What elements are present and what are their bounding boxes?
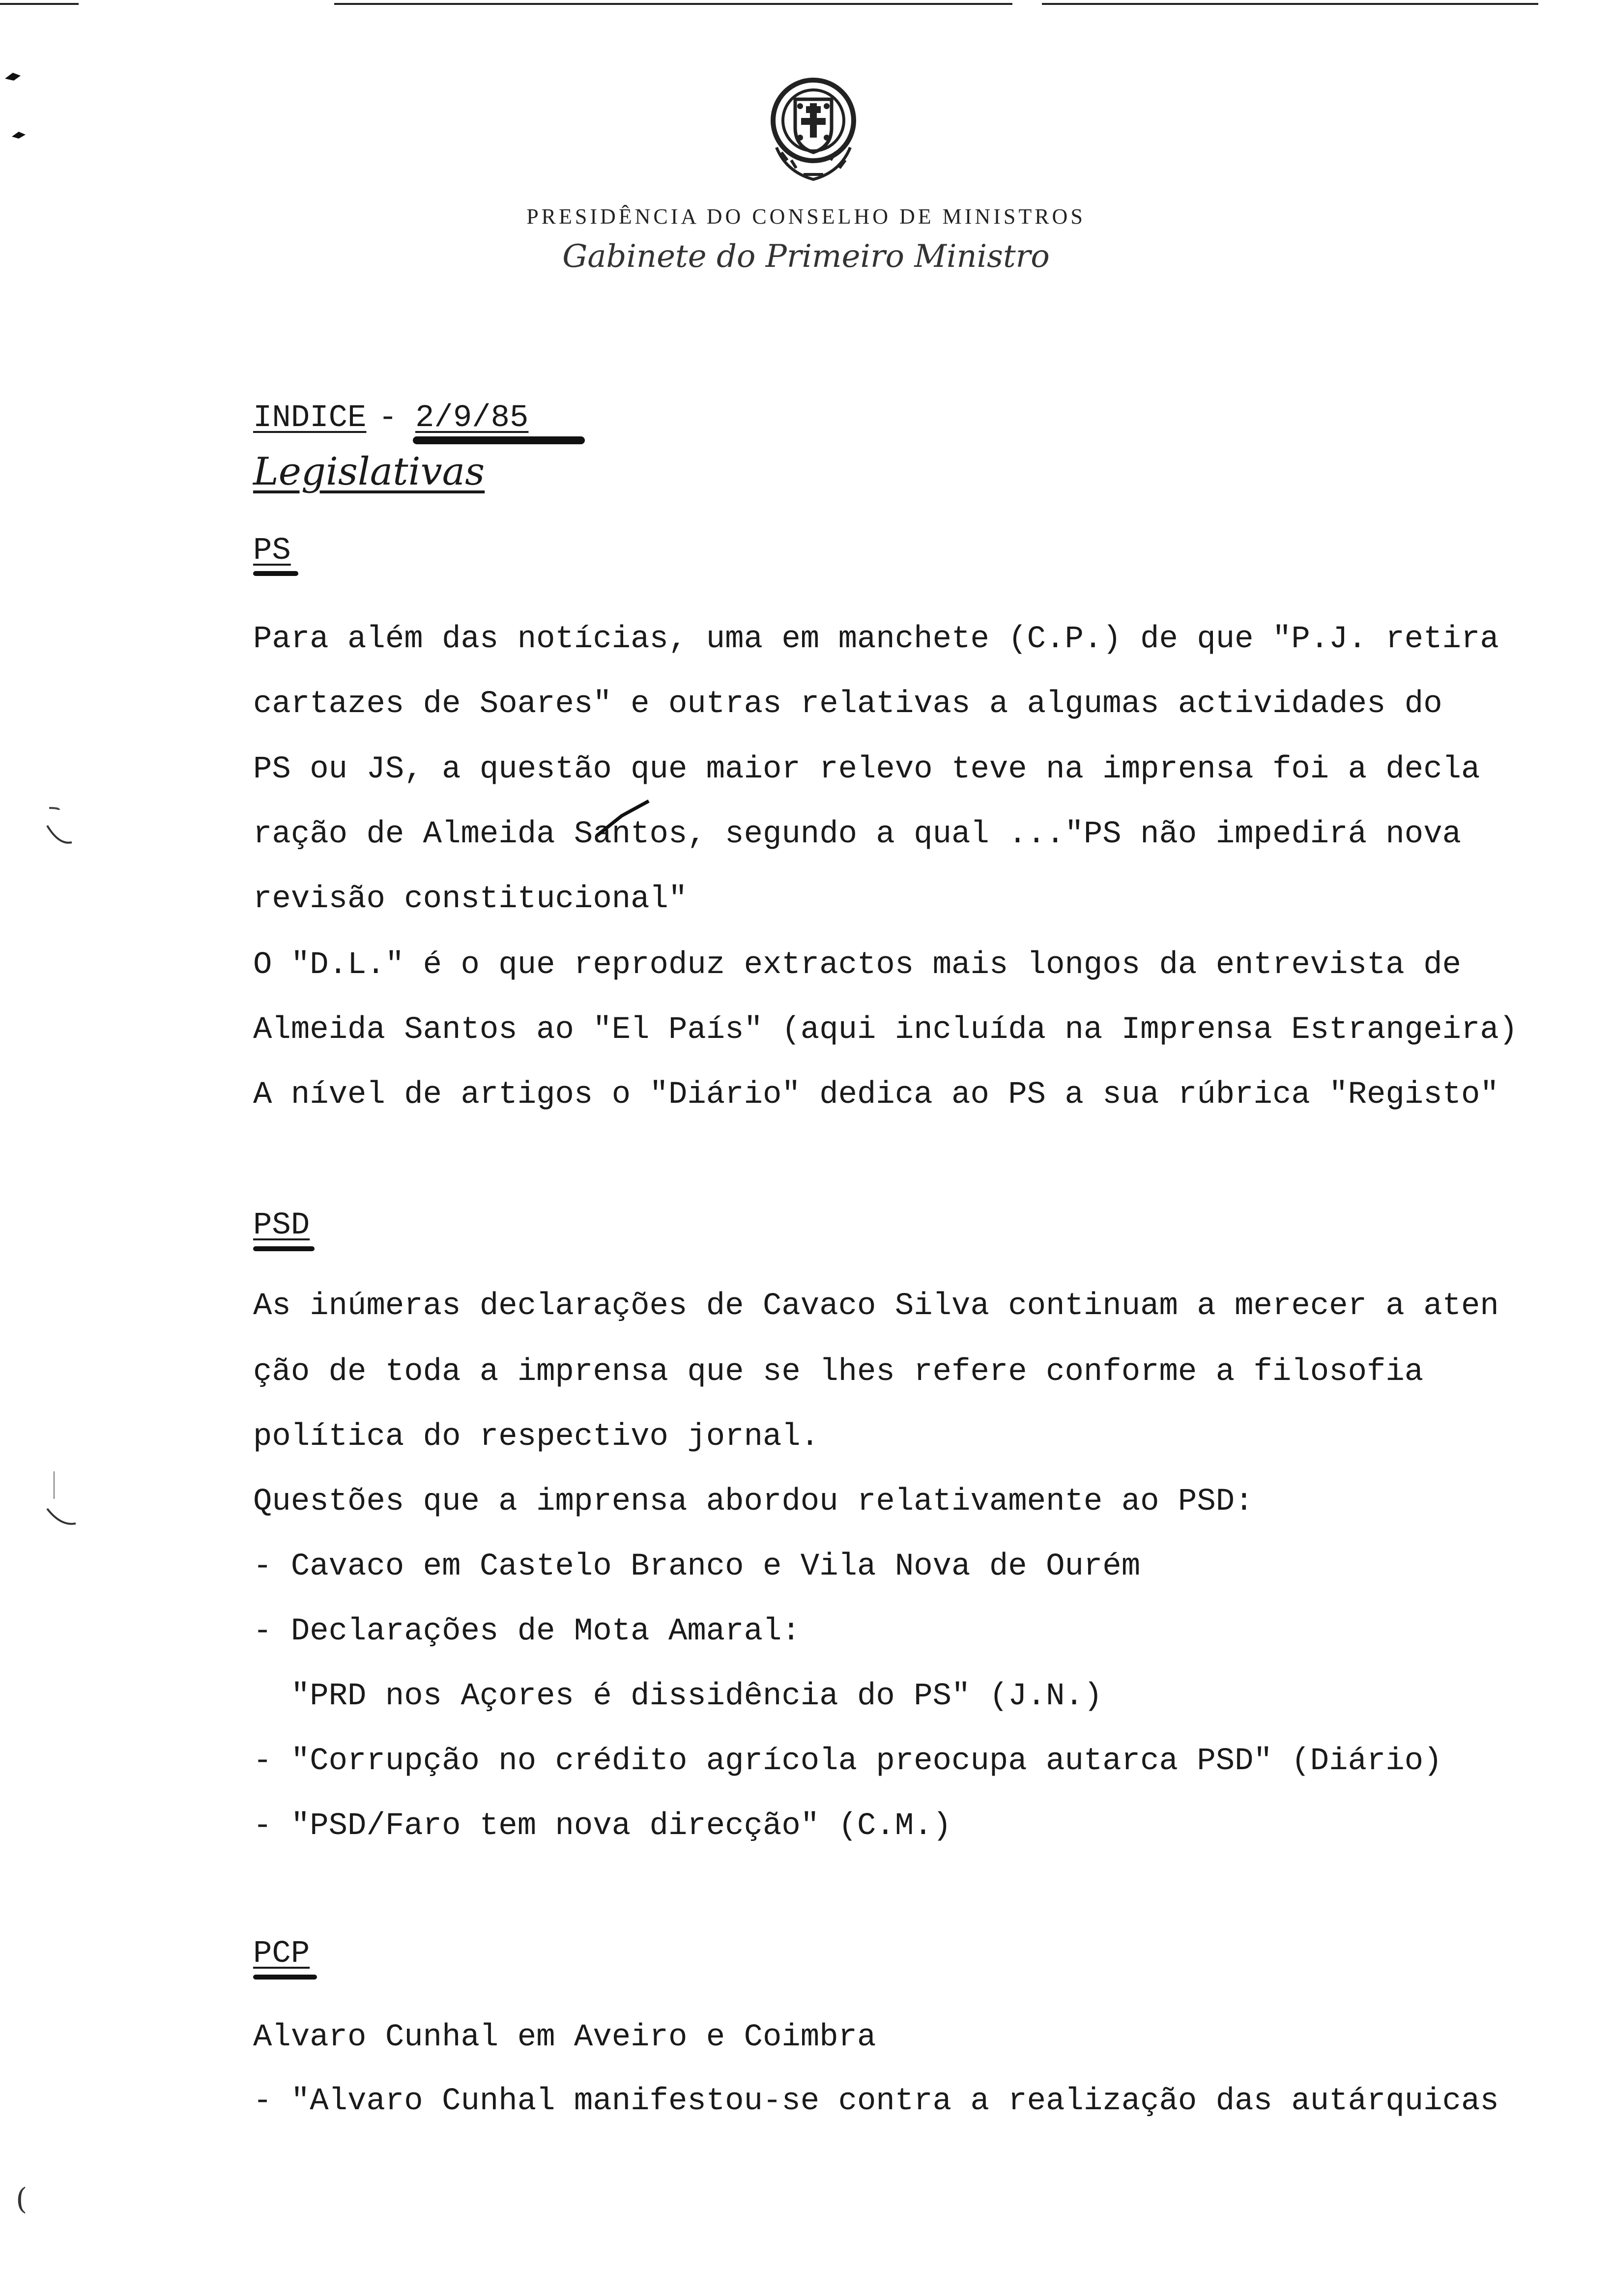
text-line: A nível de artigos o "Diário" dedica ao PS a sua rúbrica "Registo"	[253, 1077, 1499, 1113]
list-item: - "PSD/Faro tem nova direcção" (C.M.)	[253, 1808, 952, 1844]
list-item: - "Corrupção no crédito agrícola preocupa autarca PSD" (Diário)	[253, 1744, 1442, 1779]
list-item: "PRD nos Açores é dissidência do PS" (J.N.)	[253, 1679, 1103, 1714]
text-line: PS ou JS, a questão que maior relevo teve na imprensa foi a decla	[253, 752, 1480, 787]
top-rule-center	[334, 3, 1012, 5]
handwritten-correction-mark	[592, 796, 651, 840]
text-line: ração de Almeida Santos, segundo a qual ..."PS não impedirá nova	[253, 817, 1461, 852]
psd-title-mark	[253, 1246, 315, 1251]
text-line: Almeida Santos ao "El País" (aqui incluída na Imprensa Estrangeira)	[253, 1012, 1518, 1048]
margin-mark-2	[11, 129, 28, 141]
portuguese-coat-of-arms-icon	[757, 74, 870, 187]
pcp-title-mark	[253, 1975, 317, 1980]
top-rule-left	[0, 3, 79, 5]
section-title-psd: PSD	[253, 1208, 310, 1243]
agency-name: PRESIDÊNCIA DO CONSELHO DE MINISTROS	[526, 204, 1086, 229]
text-line: As inúmeras declarações de Cavaco Silva continuam a merecer a aten	[253, 1289, 1499, 1324]
index-label: INDICE	[253, 401, 367, 436]
text-line: ção de toda a imprensa que se lhes refere conforme a filosofia	[253, 1354, 1424, 1390]
margin-mark-4	[44, 1469, 79, 1533]
index-date: 2/9/85	[415, 401, 529, 436]
text-line: O "D.L." é o que reproduz extractos mais longos da entrevista de	[253, 947, 1461, 983]
text-line: revisão constitucional"	[253, 882, 688, 917]
text-line: Alvaro Cunhal em Aveiro e Coimbra	[253, 2020, 876, 2055]
list-item: - "Alvaro Cunhal manifestou-se contra a realização das autárquicas	[253, 2084, 1499, 2119]
header-dash: -	[378, 401, 398, 436]
handwritten-note: Legislativas	[253, 450, 485, 494]
ps-title-mark	[253, 571, 298, 576]
section-title-ps: PS	[253, 533, 291, 569]
list-item: - Declarações de Mota Amaral:	[253, 1614, 801, 1649]
margin-paren: (	[16, 2182, 28, 2216]
text-line: cartazes de Soares" e outras relativas a algumas actividades do	[253, 687, 1442, 722]
text-line: Para além das notícias, uma em manchete (C.P.) de que "P.J. retira	[253, 622, 1499, 657]
list-item: - Cavaco em Castelo Branco e Vila Nova de Ourém	[253, 1549, 1141, 1584]
top-rule-right	[1042, 3, 1538, 5]
margin-mark-3	[44, 806, 74, 850]
text-line: Questões que a imprensa abordou relativamente ao PSD:	[253, 1484, 1254, 1520]
section-title-pcp: PCP	[253, 1936, 310, 1972]
date-underline-mark	[413, 436, 585, 444]
office-name: Gabinete do Primeiro Ministro	[562, 238, 1050, 275]
margin-mark-1	[4, 69, 24, 84]
text-line: política do respectivo jornal.	[253, 1419, 820, 1455]
